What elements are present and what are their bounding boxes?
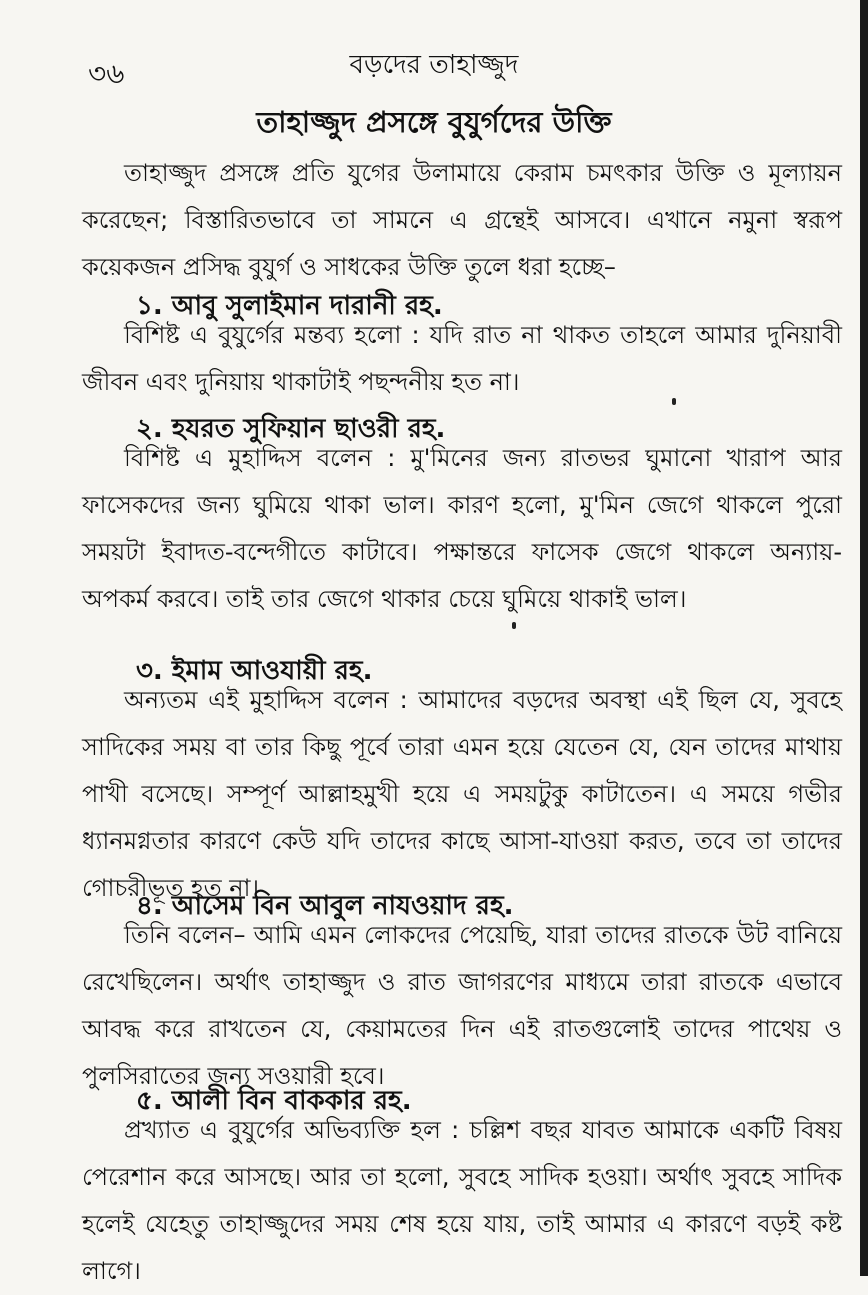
paragraph-5: প্রখ্যাত এ বুযুর্গের অভিব্যক্তি হল : চল্লিশ বছর যাবত আমাকে একটি বিষয় পেরেশান করে আসছে। আর তা হলো, সুবহে সাদিক হওয়া। অর্থাৎ সুবহে সাদিক হলেই যেহেতু তাহাজ্জুদের সময় শেষ হয়ে যায়, তাই আমার এ কারণে বড়ই কষ্ট লাগে।	[82, 1116, 842, 1285]
paragraph-1: বিশিষ্ট এ বুযুর্গের মন্তব্য হলো : যদি রাত না থাকত তাহলে আমার দুনিয়াবী জীবন এবং দুনিয়ায় থাকাটাই পছন্দনীয় হত না।	[82, 321, 842, 396]
heading-3: ৩. ইমাম আওযায়ী রহ.	[136, 656, 373, 686]
heading-1: ১. আবু সুলাইমান দারানী রহ.	[136, 291, 443, 321]
paragraph-4: তিনি বলেন– আমি এমন লোকদের পেয়েছি, যারা তাদের রাতকে উট বানিয়ে রেখেছিলেন। অর্থাৎ তাহাজ্জুদ ও রাত জাগরণের মাধ্যমে তারা রাতকে এভাবে আবদ্ধ করে রাখতেন যে, কেয়ামতের দিন এই রাতগুলোই তাদের পাথেয় ও পুলসিরাতের জন্য সওয়ারী হবে।	[82, 921, 842, 1090]
page-number: ৩৬	[88, 57, 125, 90]
paragraph-2: বিশিষ্ট এ মুহাদ্দিস বলেন : মু'মিনের জন্য রাতভর ঘুমানো খারাপ আর ফাসেকদের জন্য ঘুমিয়ে থাকা ভাল। কারণ হলো, মু'মিন জেগে থাকলে পুরো সময়টা ইবাদত-বন্দেগীতে কাটাবে। পক্ষান্তরে ফাসেক জেগে থাকলে অন্যায়-অপকর্ম করবে। তাই তার জেগে থাকার চেয়ে ঘুমিয়ে থাকাই ভাল।	[82, 444, 842, 613]
heading-5: ৫. আলী বিন বাককার রহ.	[136, 1086, 412, 1116]
heading-2: ২. হযরত সুফিয়ান ছাওরী রহ.	[136, 414, 446, 444]
section-title: তাহাজ্জুদ প্রসঙ্গে বুযুর্গদের উক্তি	[256, 105, 612, 139]
page-edge-shadow	[860, 0, 868, 1276]
paragraph-3: অন্যতম এই মুহাদ্দিস বলেন : আমাদের বড়দের অবস্থা এই ছিল যে, সুবহে সাদিকের সময় বা তার কিছু পূর্বে তারা এমন হয়ে যেতেন যে, যেন তাদের মাথায় পাখী বসেছে। সম্পূর্ণ আল্লাহমুখী হয়ে এ সময়টুকু কাটাতেন। এ সময়ে গভীর ধ্যানমগ্নতার কারণে কেউ যদি তাদের কাছে আসা-যাওয়া করত, তবে তা তাদের গোচরীভূত হত না।	[82, 686, 842, 902]
intro-paragraph: তাহাজ্জুদ প্রসঙ্গে প্রতি যুগের উলামায়ে কেরাম চমৎকার উক্তি ও মূল্যায়ন করেছেন; বিস্তারিতভাবে তা সামনে এ গ্রন্থেই আসবে। এখানে নমুনা স্বরূপ কয়েকজন প্রসিদ্ধ বুযুর্গ ও সাধকের উক্তি তুলে ধরা হচ্ছে–	[82, 159, 842, 281]
running-head: বড়দের তাহাজ্জুদ	[349, 50, 519, 80]
ink-speck	[512, 622, 516, 629]
ink-speck	[672, 398, 676, 405]
heading-4: ৪. আসেম বিন আবুল নাযওয়াদ রহ.	[136, 891, 514, 921]
